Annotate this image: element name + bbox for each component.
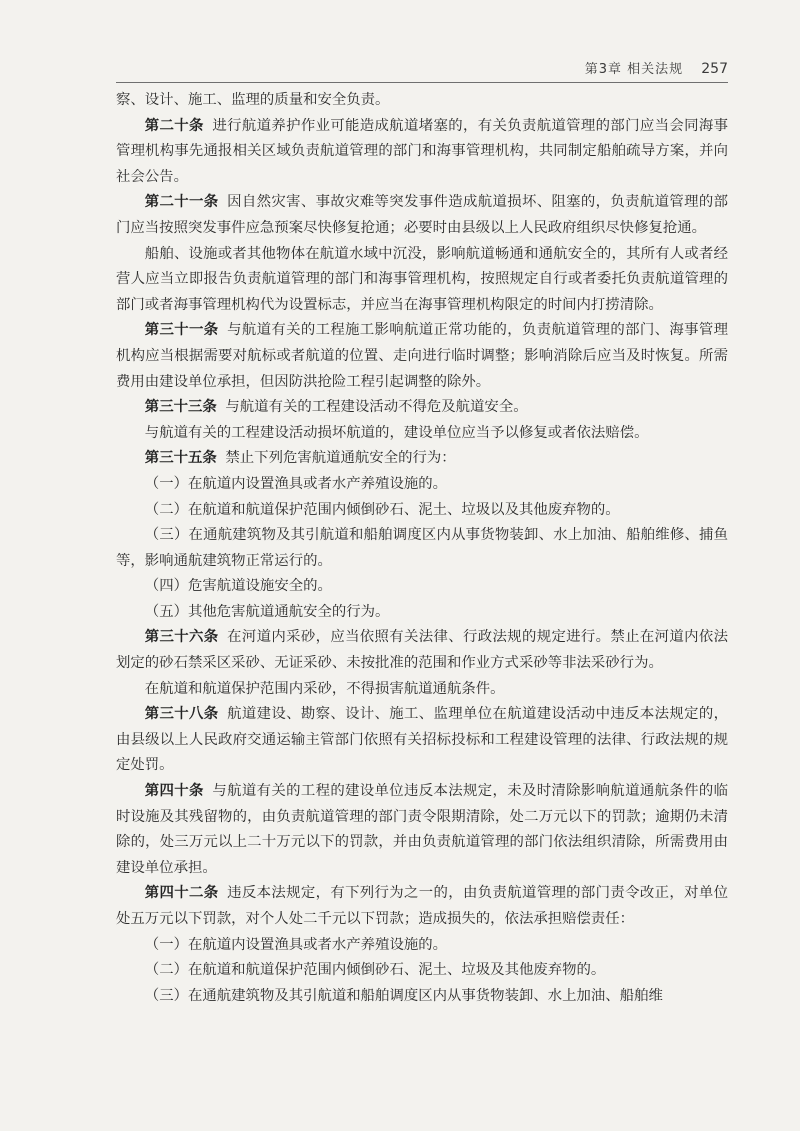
paragraph-text: （五）其他危害航道通航安全的行为。 bbox=[144, 603, 390, 620]
document-body bbox=[116, 88, 728, 1009]
article-paragraph bbox=[116, 446, 728, 472]
paragraph-text: 航道建设、勘察、设计、施工、监理单位在航道建设活动中违反本法规定的，由县级以上人民政府交通运输主管部门依照有关招标投标和工程建设管理的法律、行政法规的规定处罚。 bbox=[116, 706, 728, 774]
paragraph-text: 在河道内采砂，应当依照有关法律、行政法规的规定进行。禁止在河道内依法划定的砂石禁采区采砂、无证采砂、未按批准的范围和作业方式采砂等非法采砂行为。 bbox=[116, 629, 728, 672]
chapter-title: 第3章 相关法规 bbox=[584, 62, 684, 77]
paragraph-text: （三）在通航建筑物及其引航道和船舶调度区内从事货物装卸、水上加油、船舶维修、捕鱼等，影响通航建筑物正常运行的。 bbox=[116, 527, 728, 569]
paragraph-text: （三）在通航建筑物及其引航道和船舶调度区内从事货物装卸、水上加油、船舶维 bbox=[144, 987, 663, 1004]
article-number: 第三十六条 bbox=[144, 629, 219, 646]
paragraph-text: （一）在航道内设置渔具或者水产养殖设施的。 bbox=[144, 475, 448, 492]
article-number: 第二十一条 bbox=[144, 194, 219, 211]
paragraph-text: （二）在航道和航道保护范围内倾倒砂石、泥土、垃圾及其他废弃物的。 bbox=[144, 962, 606, 979]
article-paragraph bbox=[116, 114, 728, 191]
body-paragraph bbox=[116, 958, 728, 984]
article-number: 第三十八条 bbox=[144, 706, 219, 723]
paragraph-text: 与航道有关的工程建设活动损坏航道的，建设单位应当予以修复或者依法赔偿。 bbox=[144, 424, 649, 441]
article-number: 第二十条 bbox=[144, 117, 204, 134]
paragraph-text: 察、设计、施工、监理的质量和安全负责。 bbox=[116, 92, 390, 108]
page-header bbox=[116, 54, 728, 83]
body-paragraph bbox=[116, 933, 728, 959]
paragraph-text: 与航道有关的工程建设活动不得危及航道安全。 bbox=[225, 399, 528, 416]
article-number: 第四十二条 bbox=[144, 885, 219, 902]
paragraph-text: （四）危害航道设施安全的。 bbox=[144, 578, 332, 595]
article-paragraph bbox=[116, 702, 728, 779]
paragraph-text: 禁止下列危害航道通航安全的行为： bbox=[225, 450, 456, 467]
body-paragraph bbox=[116, 600, 728, 626]
body-paragraph bbox=[116, 472, 728, 498]
paragraph-text: 在航道和航道保护范围内采砂，不得损害航道通航条件。 bbox=[144, 680, 505, 697]
paragraph-text: 船舶、设施或者其他物体在航道水域中沉没，影响航道畅通和通航安全的，其所有人或者经营人应当立即报告负责航道管理的部门和海事管理机构，按照规定自行或者委托负责航道管理的部门或者海事管理机构代为设置标志，并应当在海事管理机构限定的时间内打捞清除。 bbox=[116, 245, 728, 313]
body-paragraph bbox=[116, 574, 728, 600]
body-paragraph bbox=[116, 984, 728, 1010]
paragraph-text: 进行航道养护作业可能造成航道堵塞的，有关负责航道管理的部门应当会同海事管理机构事先通报相关区域负责航道管理的部门和海事管理机构，共同制定船舶疏导方案，并向社会公告。 bbox=[116, 117, 728, 185]
paragraph-text: 与航道有关的工程的建设单位违反本法规定，未及时清除影响航道通航条件的临时设施及其残留物的，由负责航道管理的部门责令限期清除，处二万元以下的罚款；逾期仍未清除的，处三万元以上二十万元以下的罚款，并由负责航道管理的部门依法组织清除，所需费用由建设单位承担。 bbox=[116, 783, 728, 876]
body-paragraph bbox=[116, 421, 728, 447]
article-paragraph bbox=[116, 625, 728, 676]
paragraph-text: 违反本法规定，有下列行为之一的，由负责航道管理的部门责令改正，对单位处五万元以下罚款，对个人处二千元以下罚款；造成损失的，依法承担赔偿责任： bbox=[116, 885, 728, 927]
paragraph-text: （一）在航道内设置渔具或者水产养殖设施的。 bbox=[144, 936, 448, 953]
body-paragraph bbox=[116, 498, 728, 524]
paragraph-text: （二）在航道和航道保护范围内倾倒砂石、泥土、垃圾以及其他废弃物的。 bbox=[144, 501, 620, 518]
body-paragraph bbox=[116, 88, 728, 114]
article-number: 第四十条 bbox=[144, 783, 204, 800]
header-right bbox=[585, 58, 728, 77]
body-paragraph bbox=[116, 242, 728, 319]
article-paragraph bbox=[116, 318, 728, 395]
article-paragraph bbox=[116, 395, 728, 421]
paragraph-text: 因自然灾害、事故灾难等突发事件造成航道损坏、阻塞的，负责航道管理的部门应当按照突发事件应急预案尽快修复抢通；必要时由县级以上人民政府组织尽快修复抢通。 bbox=[116, 194, 728, 236]
page-number: 257 bbox=[701, 61, 728, 77]
article-paragraph bbox=[116, 779, 728, 881]
article-number: 第三十一条 bbox=[144, 322, 219, 339]
article-paragraph bbox=[116, 881, 728, 932]
paragraph-text: 与航道有关的工程施工影响航道正常功能的，负责航道管理的部门、海事管理机构应当根据需要对航标或者航道的位置、走向进行临时调整；影响消除后应当及时恢复。所需费用由建设单位承担，但因防洪抢险工程引起调整的除外。 bbox=[116, 322, 728, 390]
body-paragraph bbox=[116, 523, 728, 574]
article-number: 第三十三条 bbox=[144, 399, 217, 416]
body-paragraph bbox=[116, 677, 728, 703]
article-number: 第三十五条 bbox=[144, 450, 217, 467]
article-paragraph bbox=[116, 190, 728, 241]
